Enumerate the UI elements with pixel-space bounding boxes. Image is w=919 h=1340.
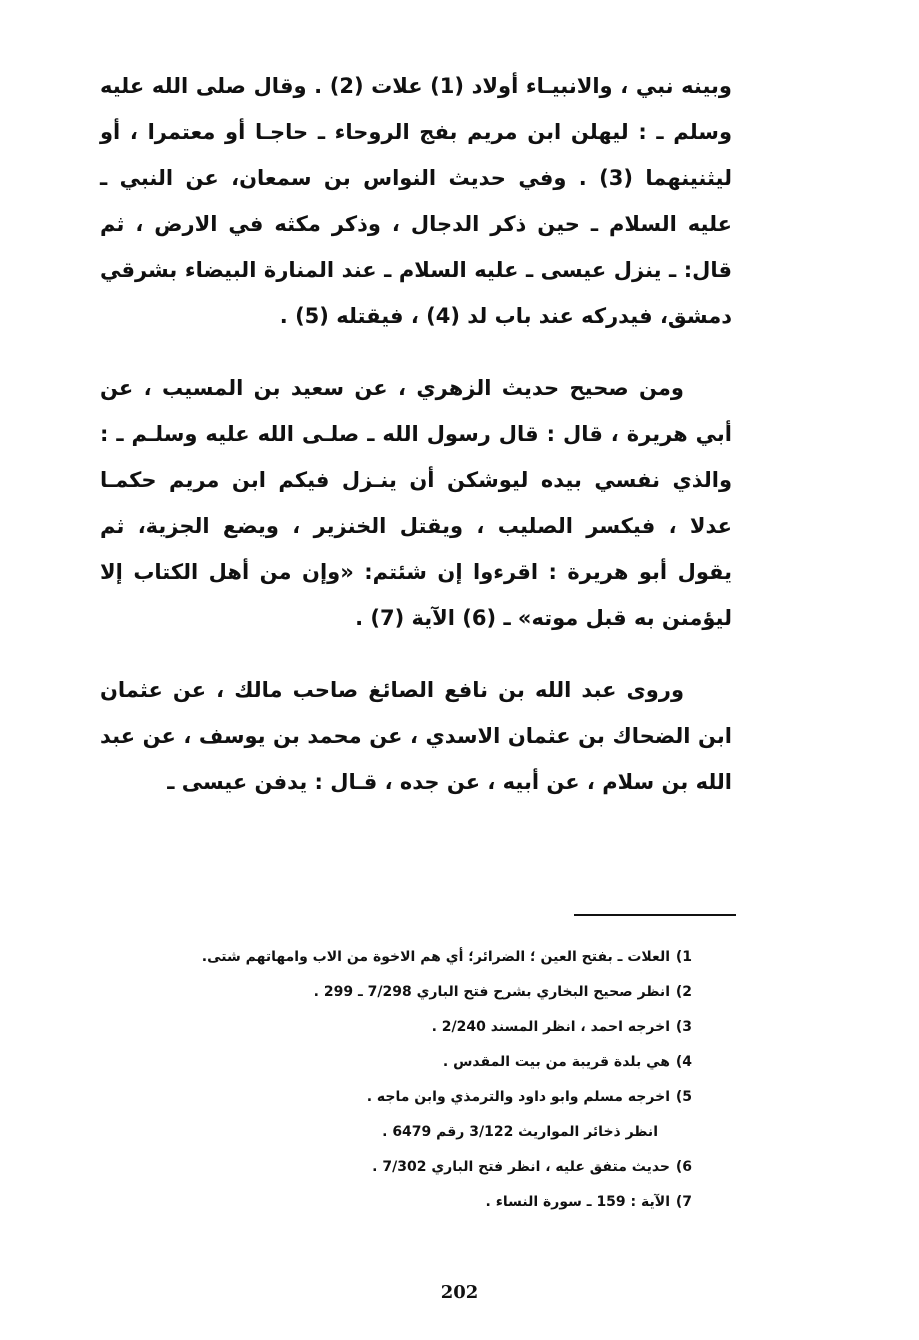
footnote-5-continuation (240, 1115, 692, 1150)
footnote-text: اخرجه احمد ، انظر المسند 2/240 . (431, 1019, 670, 1035)
footnote-number: 3) (675, 1019, 692, 1035)
footnote-number: 7) (675, 1194, 692, 1210)
footnote-text: حديث متفق عليه ، انظر فتح الباري 7/302 . (372, 1159, 670, 1175)
paragraph: ومن صحيح حديث الزهري ، عن سعيد بن المسيب ، عن أبي هريرة ، قال : قال رسول الله ـ صلـى الله عليه وسلـم ـ : والذي نفسي بيده ليوشكن أن ينـزل فيكم ابن مريم حكمـا عدلا ، فيكسر الصليب ، ويقتل الخنزير ، ويضع الجزية، ثم يقول أبو هريرة : اقرءوا إن شئتم: «وإن من أهل الكتاب إلا ليؤمنن به قبل موته» ـ (6) الآية (7) . (100, 376, 732, 630)
footnote-text: انظر صحيح البخاري بشرح فتح الباري 7/298 ـ 299 . (313, 984, 670, 1000)
footnote-divider (574, 914, 736, 916)
main-text (100, 63, 732, 831)
paragraph: وبينه نبي ، والانبيـاء أولاد (1) علات (2) . وقال صلى الله عليه وسلم ـ : ليهلن ابن مريم بفج الروحاء ـ حاجـا أو معتمرا ، أو ليثنينهما (3) . وفي حديث النواس بن سمعان، عن النبي ـ عليه السلام ـ حين ذكر الدجال ، وذكر مكثه في الارض ، ثم قال: ـ ينزل عيسى ـ عليه السلام ـ عند المنارة البيضاء بشرقي دمشق، فيدركه عند باب لد (4) ، فيقتله (5) . (100, 74, 732, 328)
footnote-5 (240, 1080, 692, 1115)
footnote-text: انظر ذخائر المواريث 3/122 رقم 6479 . (382, 1124, 658, 1140)
footnote-number: 5) (675, 1089, 692, 1105)
footnote-text: العلات ـ بفتح العين ؛ الضرائر؛ أي هم الاخوة من الاب وامهاتهم شتى. (201, 949, 670, 965)
footnote-6 (240, 1150, 692, 1185)
footnote-number: 4) (675, 1054, 692, 1070)
footnote-3 (240, 1010, 692, 1045)
page-number: 202 (440, 1282, 479, 1303)
footnote-1 (201, 940, 692, 975)
paragraph: وروى عبد الله بن نافع الصائغ صاحب مالك ، عن عثمان ابن الضحاك بن عثمان الاسدي ، عن محمد بن يوسف ، عن عبد الله بن سلام ، عن أبيه ، عن جده ، قـال : يدفن عيسى ـ (100, 678, 732, 794)
footnote-text: الآية : 159 ـ سورة النساء . (485, 1194, 670, 1210)
footnote-4 (240, 1045, 692, 1080)
footnote-number: 2) (675, 984, 692, 1000)
footnote-2 (240, 975, 692, 1010)
footnote-number: 1) (675, 949, 692, 965)
footnote-text: اخرجه مسلم وابو داود والترمذي وابن ماجه . (366, 1089, 670, 1105)
footnote-number: 6) (675, 1159, 692, 1175)
footnote-7 (240, 1185, 692, 1220)
footnotes (201, 940, 692, 1220)
footnote-text: هي بلدة قريبة من بيت المقدس . (442, 1054, 670, 1070)
